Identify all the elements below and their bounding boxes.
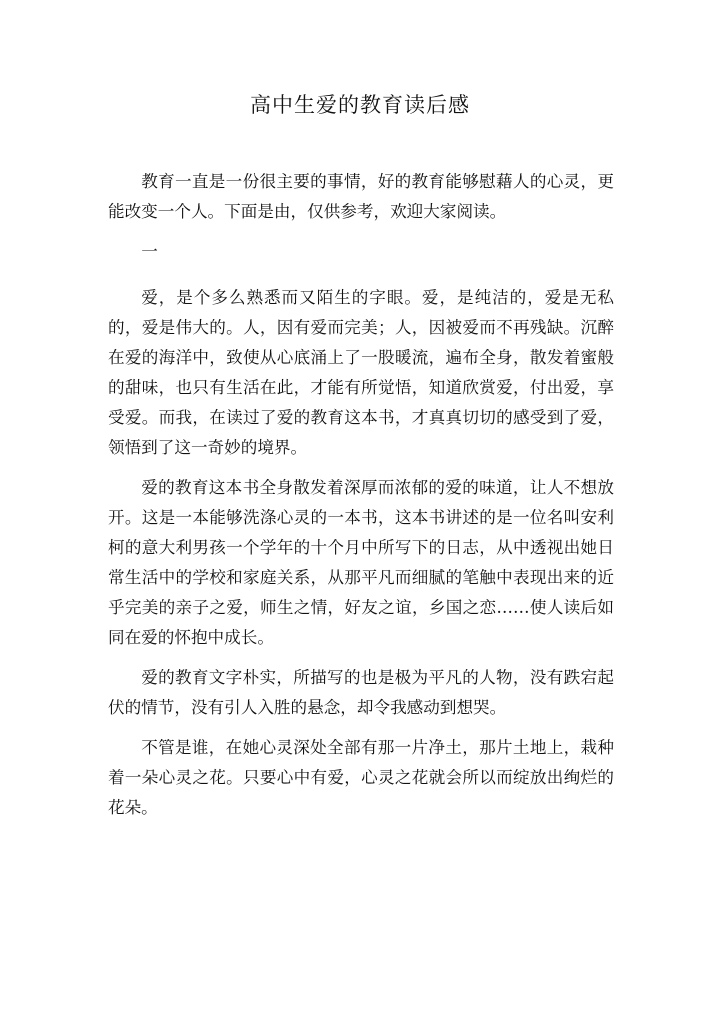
paragraph-style: 爱的教育文字朴实，所描写的也是极为平凡的人物，没有跌宕起伏的情节，没有引人入胜的悬念，却令我感动到想哭。	[108, 668, 614, 717]
paragraph-flower: 不管是谁，在她心灵深处全部有那一片净土，那片土地上，栽种着一朵心灵之花。只要心中有爱，心灵之花就会所以而绽放出绚烂的花朵。	[108, 738, 614, 817]
section-marker: 一	[141, 242, 158, 261]
document-title: 高中生爱的教育读后感	[250, 93, 470, 117]
paragraph-love: 爱，是个多么熟悉而又陌生的字眼。爱，是纯洁的，爱是无私的，爱是伟大的。人，因有爱而完美；人，因被爱而不再残缺。沉醉在爱的海洋中，致使从心底涌上了一股暖流，遍布全身，散发着蜜般的甜味，也只有生活在此，才能有所觉悟，知道欣赏爱，付出爱，享受爱。而我，在读过了爱的教育这本书，才真真切切的感受到了爱，领悟到了这一奇妙的境界。	[108, 288, 614, 457]
document-body	[108, 167, 614, 833]
paragraph-intro: 教育一直是一份很主要的事情，好的教育能够慰藉人的心灵，更能改变一个人。下面是由，仅供参考，欢迎大家阅读。	[108, 172, 614, 221]
paragraph-book: 爱的教育这本书全身散发着深厚而浓郁的爱的味道，让人不想放开。这是一本能够洗涤心灵的一本书，这本书讲述的是一位名叫安利柯的意大利男孩一个学年的十个月中所写下的日志，从中透视出她日常生活中的学校和家庭关系，从那平凡而细腻的笔触中表现出来的近乎完美的亲子之爱，师生之情，好友之谊，乡国之恋……使人读后如同在爱的怀抱中成长。	[108, 478, 614, 647]
